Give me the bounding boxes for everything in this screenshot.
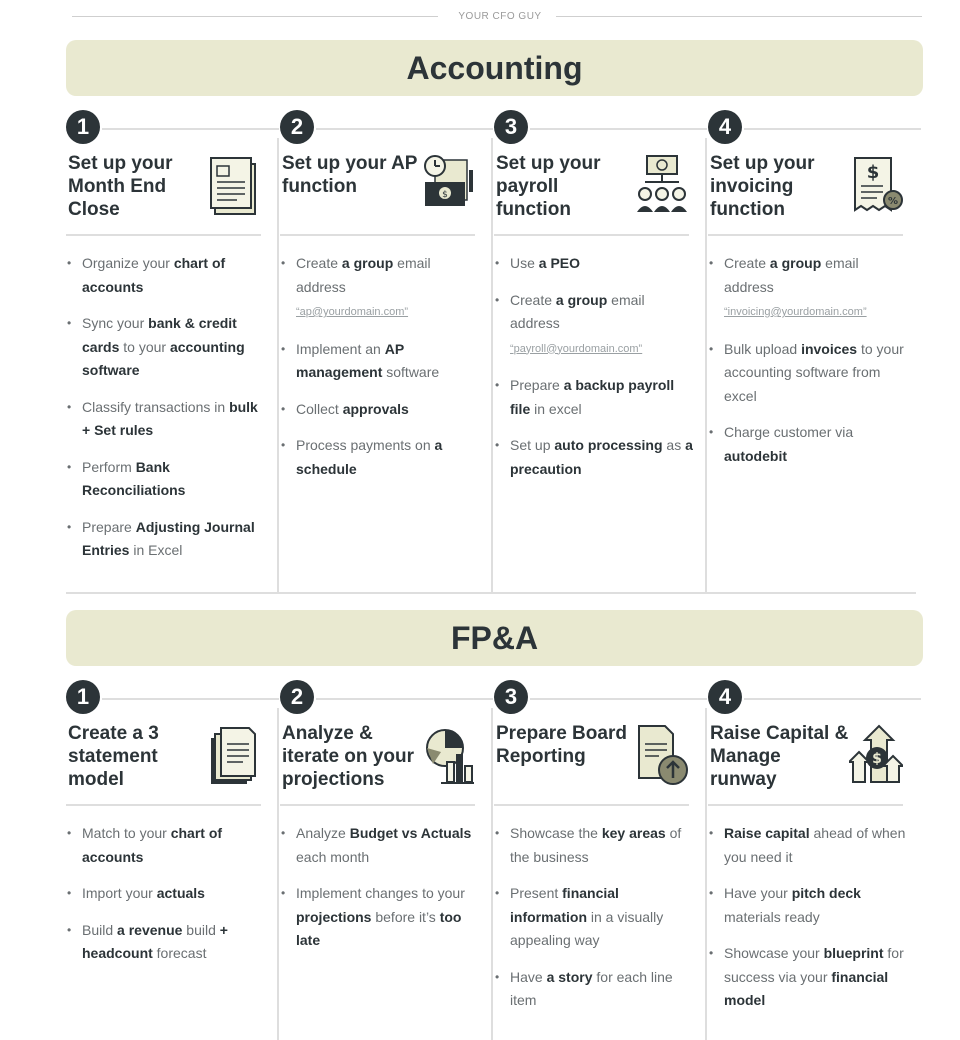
- money-growth-icon: [849, 722, 903, 790]
- bullet-item: • Build a revenue build + headcount forecast: [66, 919, 269, 966]
- step-number-badge: 2: [280, 680, 314, 714]
- bullet-item: • Process payments on a schedule: [280, 434, 483, 481]
- email-address-text: “invoicing@yourdomain.com”: [724, 306, 867, 318]
- report-upload-icon: [635, 722, 689, 790]
- step-number-badge: 3: [494, 110, 528, 144]
- bullet-item: • Prepare a backup payroll file in excel: [494, 374, 697, 421]
- svg-text:$: $: [872, 751, 882, 767]
- top-rule-left: [72, 16, 438, 17]
- bullet-item: • Have a story for each line item: [494, 966, 697, 1013]
- email-address-text: “payroll@yourdomain.com”: [510, 342, 643, 355]
- title-separator: [494, 234, 689, 236]
- title-separator: [280, 234, 475, 236]
- step-column-3: [494, 680, 707, 1040]
- bullet-item: • Implement an AP management software: [280, 338, 483, 385]
- step-bullet-list: [280, 252, 483, 494]
- bullet-item: • Have your pitch deck materials ready: [708, 882, 911, 929]
- step-number-badge: 1: [66, 110, 100, 144]
- bullet-item: • Charge customer via autodebit: [708, 421, 911, 468]
- step-number-badge: 2: [280, 110, 314, 144]
- title-separator: [66, 234, 261, 236]
- column-top-rule: [744, 698, 921, 700]
- bullet-item: • Classify transactions in bulk + Set rules: [66, 396, 269, 443]
- column-top-rule: [530, 698, 707, 700]
- bill-clock-icon: [421, 152, 475, 220]
- bullet-item: • Present financial information in a visually appealing way: [494, 882, 697, 953]
- email-address-text: “ap@yourdomain.com”: [296, 306, 409, 318]
- column-top-rule: [744, 128, 921, 130]
- brand-label: YOUR CFO GUY: [458, 11, 542, 22]
- accounting-columns: [66, 110, 916, 592]
- bullet-item: • Raise capital ahead of when you need it: [708, 822, 911, 869]
- bullet-item: • Create a group email address “ap@yourdomain.com”: [280, 252, 483, 325]
- step-title: Create a 3 statement model: [68, 723, 159, 790]
- column-top-rule: [102, 128, 279, 130]
- bullet-item: • Bulk upload invoices to your accounting software from excel: [708, 338, 911, 409]
- step-bullet-list: [280, 822, 483, 966]
- step-title: Set up your payroll function: [496, 153, 601, 220]
- bullet-item: • Prepare Adjusting Journal Entries in Excel: [66, 516, 269, 563]
- step-column-1: [66, 110, 279, 592]
- bullet-item: • Perform Bank Reconciliations: [66, 456, 269, 503]
- step-bullet-list: [66, 252, 269, 576]
- column-divider: [491, 708, 493, 1040]
- step-column-1: [66, 680, 279, 1040]
- step-column-4: [708, 110, 921, 592]
- step-bullet-list: [708, 252, 911, 481]
- step-number-badge: 3: [494, 680, 528, 714]
- top-rule-right: [556, 16, 922, 17]
- column-top-rule: [102, 698, 279, 700]
- title-separator: [66, 804, 261, 806]
- step-title: Set up your AP function: [282, 153, 418, 197]
- bullet-item: • Set up auto processing as a precaution: [494, 434, 697, 481]
- section-title: Accounting: [406, 49, 583, 86]
- bullet-item: • Create a group email address “invoicing@yourdomain.com”: [708, 252, 911, 325]
- bullet-item: • Showcase the key areas of the business: [494, 822, 697, 869]
- fpa-columns: [66, 680, 916, 1040]
- section-divider: [66, 592, 916, 594]
- section-banner-accounting: [66, 40, 923, 96]
- column-divider: [705, 138, 707, 592]
- step-bullet-list: [494, 252, 697, 494]
- chart-analysis-icon: [421, 722, 475, 790]
- bullet-item: • Collect approvals: [280, 398, 483, 422]
- title-separator: [708, 804, 903, 806]
- step-title: Raise Capital & Manage runway: [710, 723, 849, 790]
- column-divider: [277, 708, 279, 1040]
- step-title: Analyze & iterate on your projections: [282, 723, 414, 790]
- step-number-badge: 1: [66, 680, 100, 714]
- svg-text:$: $: [866, 162, 880, 183]
- step-column-3: [494, 110, 707, 592]
- bullet-item: • Import your actuals: [66, 882, 269, 906]
- column-top-rule: [530, 128, 707, 130]
- document-list-icon: [207, 152, 261, 220]
- step-title: Set up your Month End Close: [68, 153, 173, 220]
- title-separator: [494, 804, 689, 806]
- step-bullet-list: [66, 822, 269, 979]
- svg-text:$: $: [442, 190, 448, 200]
- step-number-badge: 4: [708, 110, 742, 144]
- step-column-2: [280, 680, 493, 1040]
- title-separator: [708, 234, 903, 236]
- bullet-item: • Showcase your blueprint for success via your financial model: [708, 942, 911, 1013]
- bullet-item: • Implement changes to your projections before it’s too late: [280, 882, 483, 953]
- title-separator: [280, 804, 475, 806]
- invoice-receipt-icon: [849, 152, 903, 220]
- documents-stack-icon: [207, 722, 261, 790]
- bullet-item: • Match to your chart of accounts: [66, 822, 269, 869]
- step-bullet-list: [708, 822, 911, 1026]
- step-column-2: [280, 110, 493, 592]
- column-divider: [705, 708, 707, 1040]
- payroll-people-icon: [635, 152, 689, 220]
- column-top-rule: [316, 698, 493, 700]
- section-title: FP&A: [450, 619, 539, 656]
- bullet-item: • Analyze Budget vs Actuals each month: [280, 822, 483, 869]
- svg-text:%: %: [887, 196, 899, 207]
- step-number-badge: 4: [708, 680, 742, 714]
- step-title: Set up your invoicing function: [710, 153, 815, 220]
- column-divider: [277, 138, 279, 592]
- step-column-4: [708, 680, 921, 1040]
- bullet-item: • Sync your bank & credit cards to your accounting software: [66, 312, 269, 383]
- column-divider: [491, 138, 493, 592]
- step-bullet-list: [494, 822, 697, 1026]
- step-title: Prepare Board Reporting: [496, 723, 627, 767]
- bullet-item: • Organize your chart of accounts: [66, 252, 269, 299]
- column-top-rule: [316, 128, 493, 130]
- section-banner-fpa: [66, 610, 923, 666]
- bullet-item: • Create a group email address “payroll@yourdomain.com”: [494, 289, 697, 362]
- bullet-item: • Use a PEO: [494, 252, 697, 276]
